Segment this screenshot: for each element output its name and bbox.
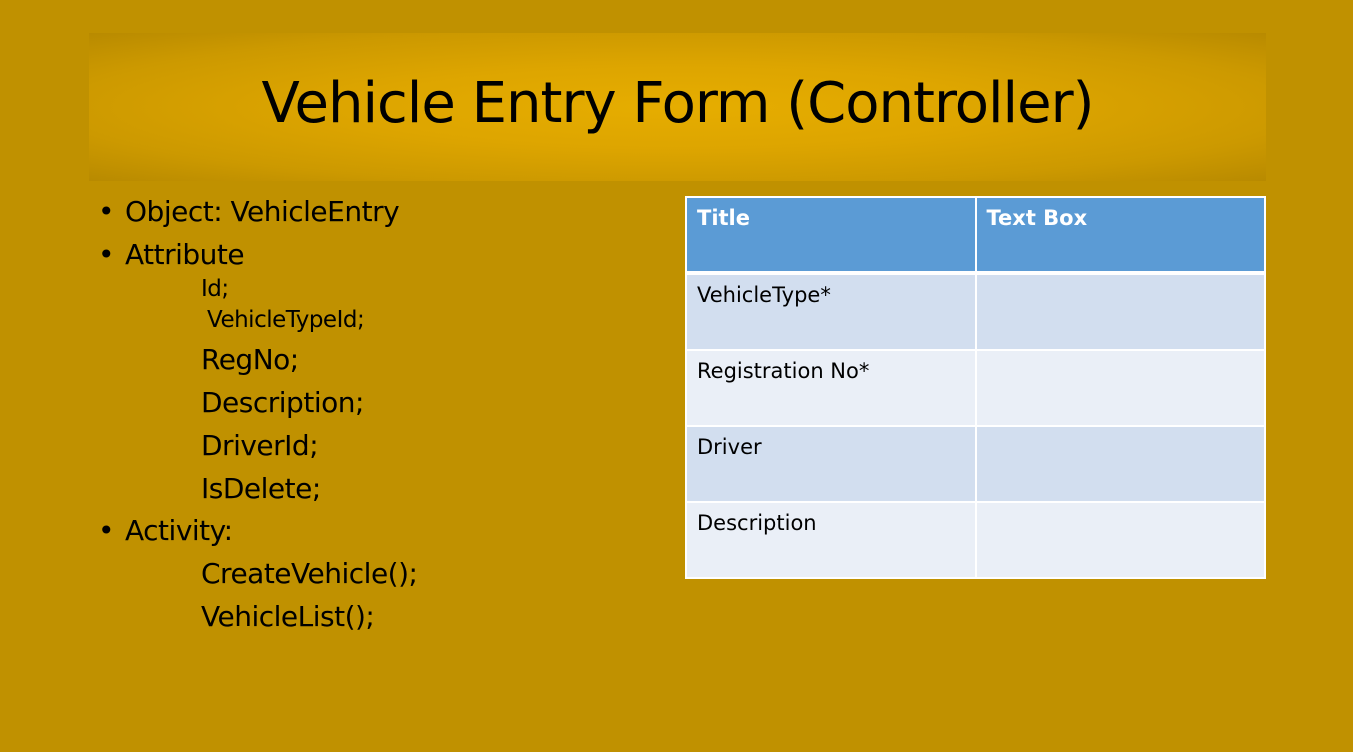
bullet-activity-text: Activity: xyxy=(125,514,233,547)
bullet-object-text: Object: VehicleEntry xyxy=(125,195,400,228)
row-label: Driver xyxy=(686,426,976,502)
title-band xyxy=(89,33,1266,181)
row-label: VehicleType* xyxy=(686,273,976,350)
attribute-item: Description; xyxy=(201,386,364,419)
table-row xyxy=(686,273,1265,350)
bullet-object xyxy=(98,192,399,232)
bullet-dot: • xyxy=(98,195,115,228)
bullet-dot: • xyxy=(98,238,115,271)
attribute-item: RegNo; xyxy=(201,343,299,376)
row-text-box xyxy=(976,426,1266,502)
table-row xyxy=(686,502,1265,578)
activity-item: VehicleList(); xyxy=(201,600,375,633)
table-row xyxy=(686,350,1265,426)
row-text-box xyxy=(976,502,1266,578)
bullet-dot: • xyxy=(98,514,115,547)
activity-item: CreateVehicle(); xyxy=(201,557,418,590)
attribute-item: Id; xyxy=(201,276,229,302)
row-text-box xyxy=(976,273,1266,350)
attribute-item: VehicleTypeId; xyxy=(207,307,365,333)
header-title: Title xyxy=(686,197,976,273)
row-text-box xyxy=(976,350,1266,426)
form-table xyxy=(685,196,1266,579)
bullet-attribute-text: Attribute xyxy=(125,238,245,271)
bullet-attribute xyxy=(98,235,244,275)
attribute-item: DriverId; xyxy=(201,429,319,462)
table-header-row xyxy=(686,197,1265,273)
table-row xyxy=(686,426,1265,502)
slide-title: Vehicle Entry Form (Controller) xyxy=(261,71,1094,136)
row-label: Description xyxy=(686,502,976,578)
row-label: Registration No* xyxy=(686,350,976,426)
bullet-activity xyxy=(98,511,233,551)
attribute-item: IsDelete; xyxy=(201,472,321,505)
header-text-box: Text Box xyxy=(976,197,1266,273)
